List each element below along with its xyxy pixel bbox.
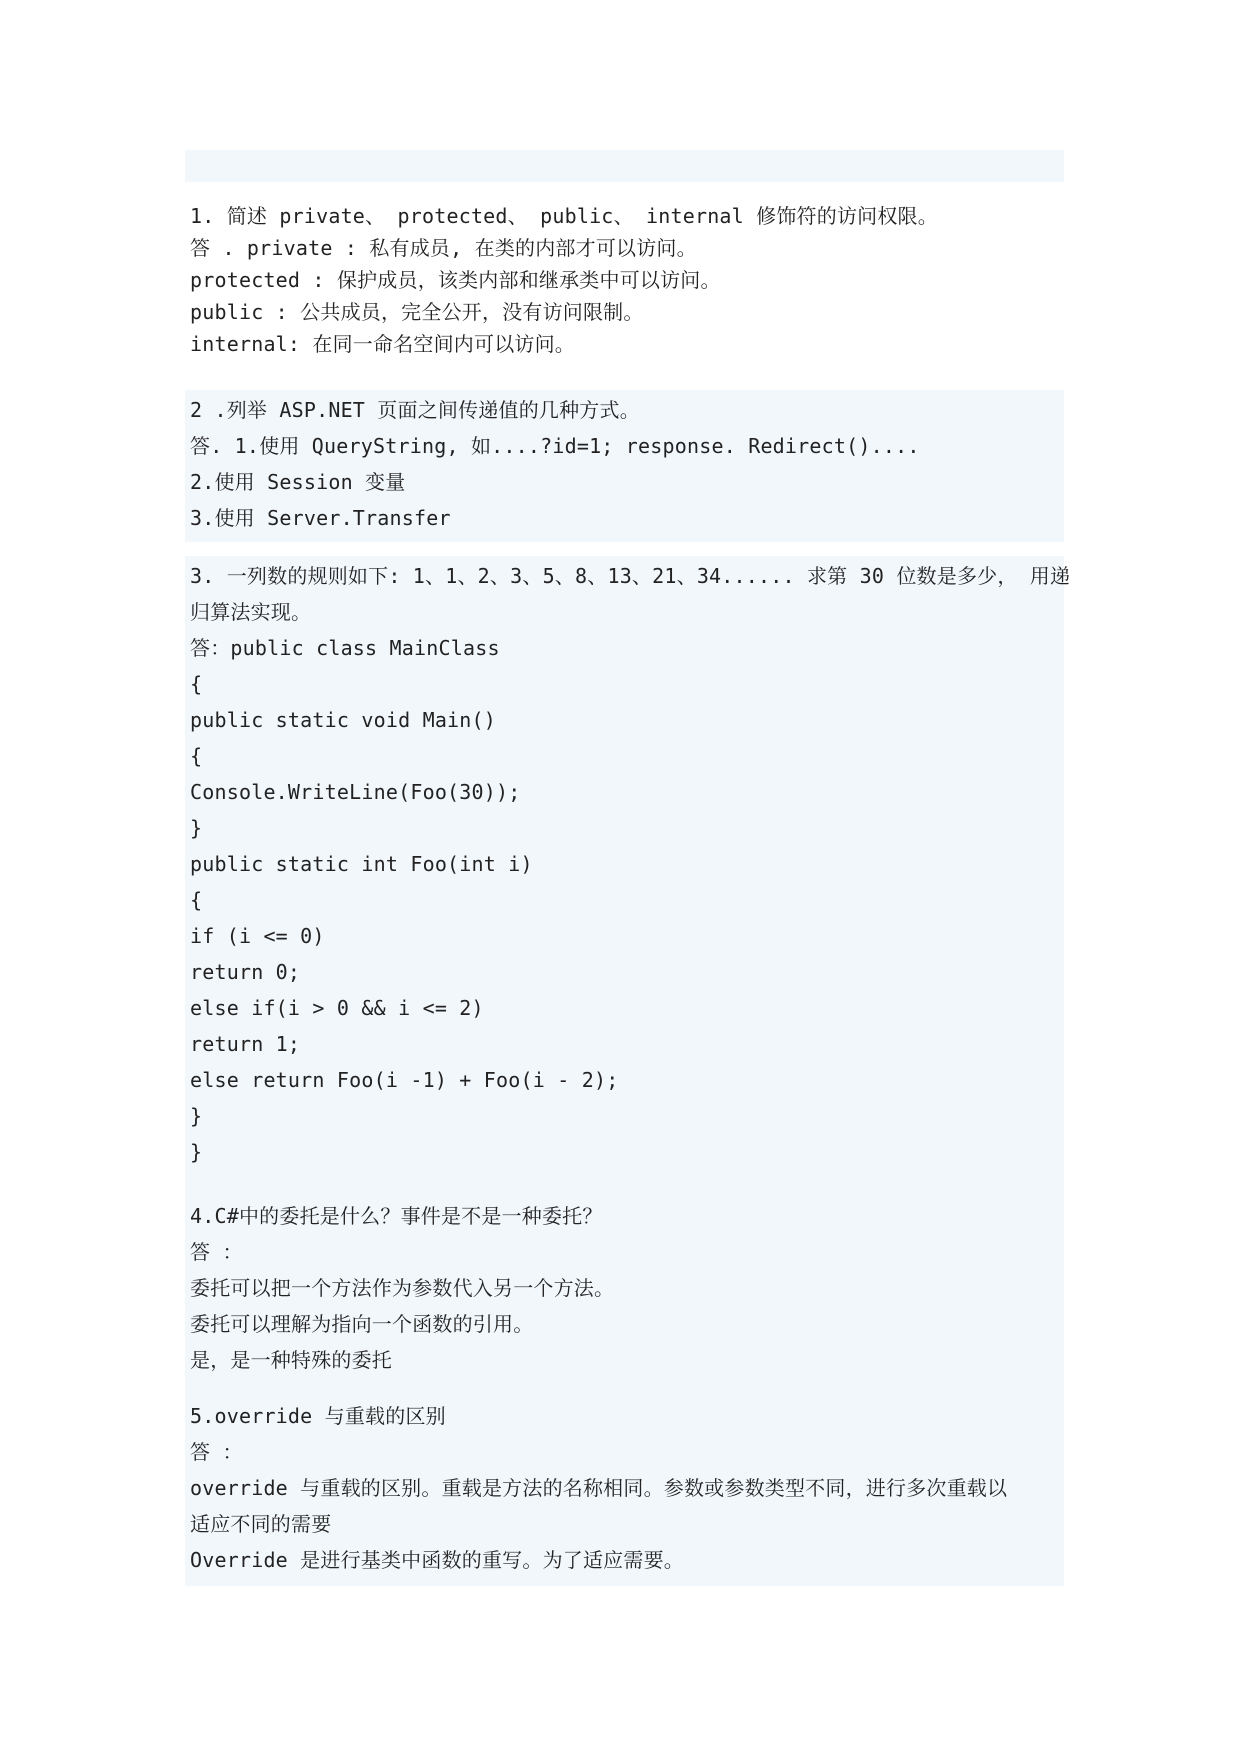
question-1-block	[185, 204, 1064, 364]
answer-5-line: 答 ：	[190, 1440, 243, 1464]
code-line: 答：public class MainClass	[190, 636, 500, 660]
question-1-title: 1. 简述 private、 protected、 public、 internal 修饰符的访问权限。	[190, 204, 938, 228]
question-5-block	[185, 1384, 1064, 1586]
question-3-title-cont: 归算法实现。	[190, 600, 312, 624]
answer-4-line: 是，是一种特殊的委托	[190, 1348, 392, 1372]
code-line: }	[190, 816, 203, 840]
answer-5-line: Override 是进行基类中函数的重写。为了适应需要。	[190, 1548, 684, 1572]
code-line: public static void Main()	[190, 708, 497, 732]
answer-5-line: override 与重载的区别。重载是方法的名称相同。参数或参数类型不同，进行多次重载以	[190, 1476, 1008, 1500]
code-line: public static int Foo(int i)	[190, 852, 533, 876]
code-line: {	[190, 888, 203, 912]
answer-1-line: protected : 保护成员，该类内部和继承类中可以访问。	[190, 268, 721, 292]
answer-2-line: 3.使用 Server.Transfer	[190, 506, 451, 530]
answer-5-line: 适应不同的需要	[190, 1512, 332, 1536]
code-line: Console.WriteLine(Foo(30));	[190, 780, 521, 804]
question-3-title: 3. 一列数的规则如下: 1、1、2、3、5、8、13、21、34...... 求第 30 位数是多少， 用递	[190, 564, 1071, 588]
question-3-block	[185, 556, 1071, 1184]
code-line: return 1;	[190, 1032, 301, 1056]
answer-1-line: internal: 在同一命名空间内可以访问。	[190, 332, 576, 356]
question-2-title: 2 .列举 ASP.NET 页面之间传递值的几种方式。	[190, 398, 640, 422]
question-2-block	[185, 390, 1064, 542]
answer-2-line: 2.使用 Session 变量	[190, 470, 406, 494]
answer-4-line: 答 ：	[190, 1240, 243, 1264]
question-4-title: 4.C#中的委托是什么？事件是不是一种委托？	[190, 1204, 603, 1228]
code-line: {	[190, 672, 203, 696]
code-line: }	[190, 1104, 203, 1128]
answer-4-line: 委托可以理解为指向一个函数的引用。	[190, 1312, 534, 1336]
code-line: return 0;	[190, 960, 301, 984]
code-line: else if(i > 0 && i <= 2)	[190, 996, 484, 1020]
code-line: {	[190, 744, 203, 768]
answer-2-line: 答. 1.使用 QueryString, 如....?id=1; response. Redirect()....	[190, 434, 920, 458]
answer-1-line: public : 公共成员，完全公开，没有访问限制。	[190, 300, 644, 324]
header-band	[185, 150, 1064, 182]
question-5-title: 5.override 与重载的区别	[190, 1404, 446, 1428]
code-line: if (i <= 0)	[190, 924, 325, 948]
answer-1-line: 答 . private : 私有成员, 在类的内部才可以访问。	[190, 236, 697, 260]
code-line: else return Foo(i -1) + Foo(i - 2);	[190, 1068, 619, 1092]
answer-4-line: 委托可以把一个方法作为参数代入另一个方法。	[190, 1276, 615, 1300]
code-line: }	[190, 1140, 203, 1164]
question-4-block	[185, 1184, 1064, 1384]
